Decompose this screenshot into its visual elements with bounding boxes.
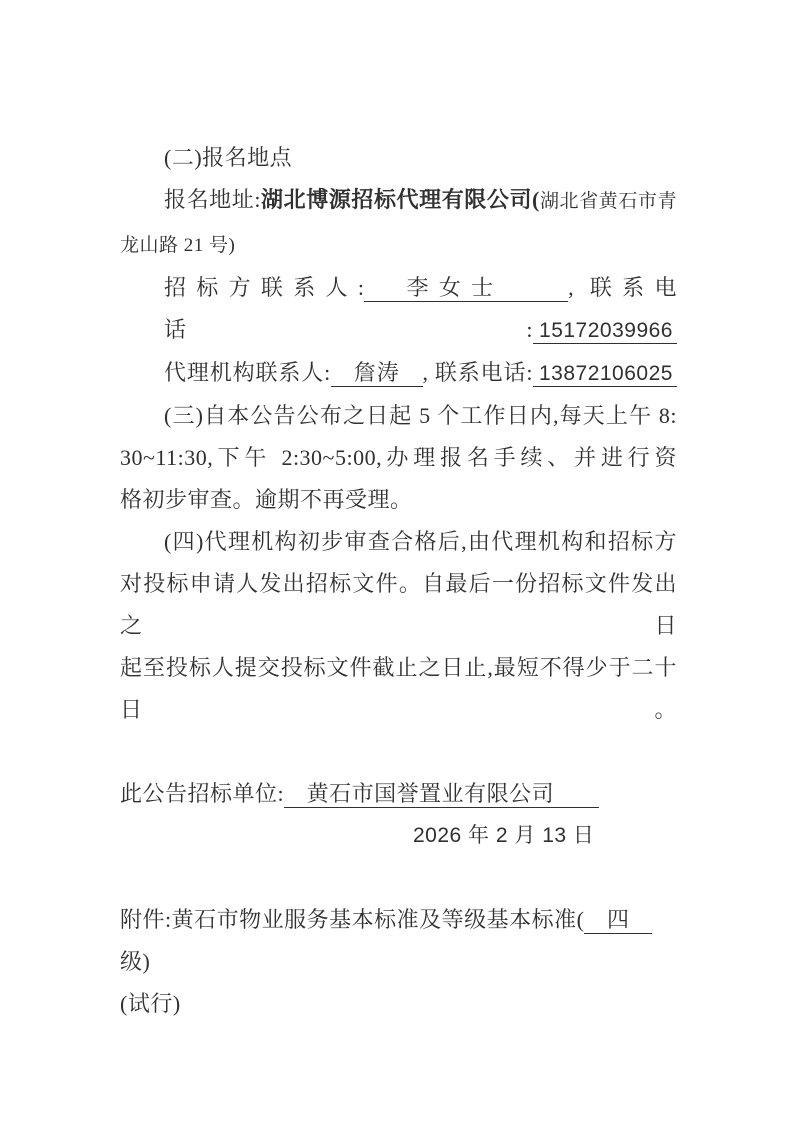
paragraph-4-line-3 [120,647,677,731]
attachment-title-prefix: 附件:黄石市物业服务基本标准及等级基本标准( [120,907,585,932]
paragraph-3-text-3: 格初步审查。逾期不再受理。 [120,487,413,512]
agency-contact-name: 詹涛 [330,360,423,385]
tenderer-phone-number: 15172039966 [533,319,677,344]
paragraph-3-line-2 [120,437,677,479]
announcing-unit-label: 此公告招标单位: [120,781,285,806]
blank-line-1 [120,731,677,773]
announcement-date-line [120,815,677,857]
tenderer-contact-label: 招标方联系人: [164,275,365,300]
attachment-line-1 [120,899,677,983]
tenderer-contact-name: 李女士 [364,275,569,300]
paragraph-3-text-1: (三)自本公告公布之日起 5 个工作日内,每天上午 8: [164,403,677,428]
paragraph-4-text-1: (四)代理机构初步审查合格后,由代理机构和招标方 [164,529,677,554]
announcing-unit-name: 黄石市国誉置业有限公司 [284,781,600,806]
paragraph-4-text-2: 对投标申请人发出招标文件。自最后一份招标文件发出之日 [120,571,677,638]
paragraph-3-text-2: 30~11:30,下午 2:30~5:00,办理报名手续、并进行资 [120,445,677,470]
attachment-grade-value: 四 [584,907,652,932]
paragraph-3-line-3 [120,479,677,521]
tenderer-contact-line [120,267,677,352]
document-body [120,137,677,1025]
section-heading-text: (二)报名地点 [164,145,293,170]
announcement-date: 2026 年 2 月 13 日 [413,824,595,847]
paragraph-3-line-1 [120,395,677,437]
agency-phone-number: 13872106025 [533,362,677,387]
attachment-trial-note: (试行) [120,991,181,1016]
attachment-line-2 [120,983,677,1025]
registration-address-line-1 [120,179,677,223]
agency-contact-label: 代理机构联系人: [164,360,331,385]
agency-company-name: 湖北博源招标代理有限公司( [260,187,540,212]
address-label: 报名地址: [164,187,261,212]
address-detail-part2: 龙山路 21 号) [120,235,236,256]
paragraph-4-text-3: 起至投标人提交投标文件截止之日止,最短不得少于二十日。 [120,655,677,722]
tenderer-phone-label: , 联系电话: [164,275,677,342]
attachment-title-suffix: 级) [120,949,151,974]
paragraph-4-line-2 [120,563,677,647]
agency-phone-label: , 联系电话: [422,360,533,385]
paragraph-4-line-1 [120,521,677,563]
registration-address-line-2 [120,223,677,267]
blank-line-2 [120,857,677,899]
announcing-unit-line [120,773,677,815]
address-detail-part1: 湖北省黄石市青 [539,191,677,212]
section-heading-registration-location [120,137,677,179]
agency-contact-line [120,352,677,395]
